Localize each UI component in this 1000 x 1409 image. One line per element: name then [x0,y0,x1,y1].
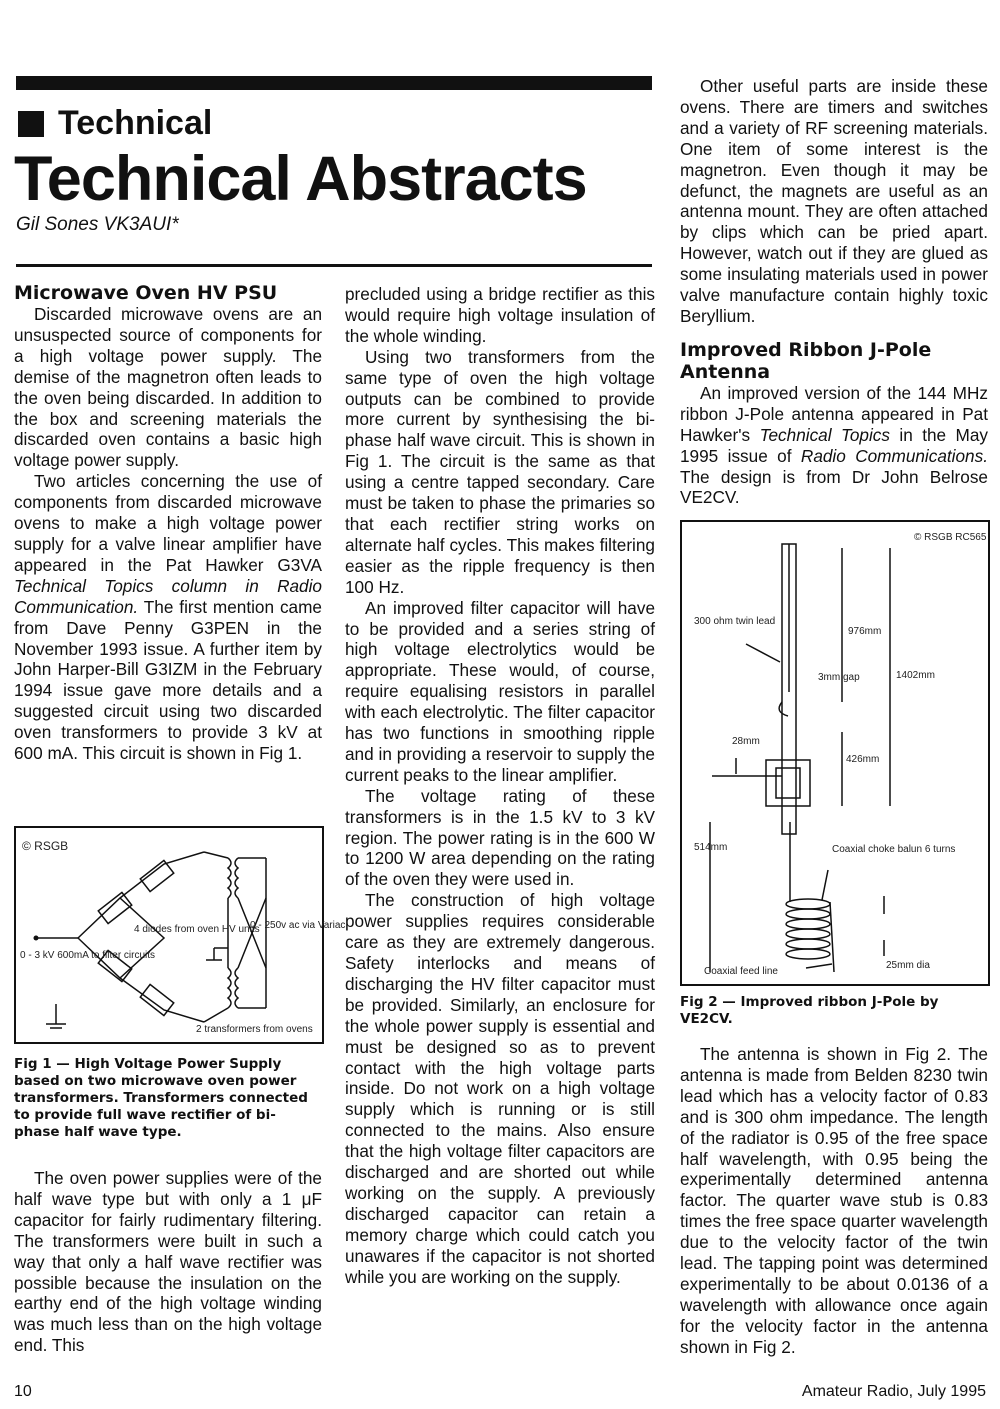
section-text: Technical [58,104,213,142]
paragraph: Two articles concerning the use of components from discarded microwave ovens to make a high voltage power supply for a valve linear amplifier have appeared in the Pat Hawker G3VA Technical Topics column in Radio Communication. The first mention came from Dave Penny G3PEN in the November 1993 issue. A further item by John Harper-Bill G3IZM in the February 1994 issue gave more details and a suggested circuit using two discarded oven transformers to provide 3 kV at 600 mA. This circuit is shown in Fig 1. [14,471,322,764]
figure-1 [14,826,346,1044]
fig2-label-514mm: 514mm [694,842,728,853]
paragraph: The voltage rating of these transformers is in the 1.5 kV to 3 kV region. The power rating is in the 600 W to 1200 W area depending on the rating of the oven they were used in. [345,785,655,890]
title-rule [16,264,652,267]
fig1-label-diodes: 4 diodes from oven HV units [134,924,260,935]
fig2-label-dia: 25mm dia [886,960,930,971]
fig2-label-976mm: 976mm [848,626,882,637]
page-title: Technical Abstracts [14,144,587,214]
paragraph: An improved filter capacitor will have to be provided and a series string of high voltage electrolytics would be appropriate. These would, of course, require equalising resistors in parallel with each electrolytic. The filter capacitor has two functions in smoothing ripple and in providing a reservoir to supply the current peaks to the linear amplifier. [345,597,655,785]
fig2-label-28mm: 28mm [732,736,760,747]
fig2-label-feed: Coaxial feed line [704,966,778,977]
fig1-schematic [16,828,346,1042]
article-heading-jpole: Improved Ribbon J-Pole Antenna [680,338,932,383]
fig2-label-balun: Coaxial choke balun 6 turns [832,844,956,855]
paragraph: An improved version of the 144 MHz ribbon J-Pole antenna appeared in Pat Hawker's Technical Topics in the May 1995 issue of Radio Communications. The design is from Dr John Belrose VE2CV. [680,382,988,508]
fig2-antenna-diagram [682,522,988,984]
fig2-label-426mm: 426mm [846,754,880,765]
paragraph: Discarded microwave ovens are an unsuspected source of components for a high voltage power supply. The demise of the magnetron often leads to the oven being discarded. In addition to the box and screening materials the discarded oven contains a basic high voltage power supply. [14,304,322,471]
paragraph: Other useful parts are inside these ovens. There are timers and switches and a variety of RF screening materials. One item of some interest is the magnetron. Even though it may be defunct, the magnets are useful as an antenna mount. They are often attached by clips which can be pried apart. However, watch out if they are glued as some insulating materials used in power valve manufacture contain highly toxic Beryllium. [680,76,988,326]
fig2-label-1402mm: 1402mm [896,670,935,681]
publication-footer: Amateur Radio, July 1995 [801,1383,986,1400]
paragraph: The antenna is shown in Fig 2. The antenna is made from Belden 8230 twin lead which has a velocity factor of 0.83 and is 300 ohm impedance. The length of the radiator is 0.95 of the free space half wavelength, with 0.95 being the experimentally determined antenna factor. The quarter wave stub is 0.83 times the free space quarter wavelength due to the velocity factor of the twin lead. The tapping point was determined experimentally to be about 0.0136 of a wavelength with allowance once again for the velocity factor in the antenna shown in Fig 2. [680,1044,988,1357]
fig1-label-transformers: 2 transformers from ovens [196,1024,313,1035]
author-byline: Gil Sones VK3AUI* [16,214,179,235]
fig1-label-output: 0 - 3 kV 600mA to filter circuits [20,950,156,961]
fig1-caption: Fig 1 — High Voltage Power Supply based on two microwave oven power transformers. Transformers connected to provide full wave rectifier of bi-phase half wave type. [14,1056,308,1140]
column-3-top [680,76,988,508]
fig2-copyright: © RSGB RC565 [914,532,987,543]
fig2-caption: Fig 2 — Improved ribbon J-Pole by VE2CV. [680,994,939,1027]
top-rule [16,76,652,90]
fig2-label-twinlead: 300 ohm twin lead [694,616,776,627]
paragraph: The construction of high voltage power supplies requires considerable care as they are extremely dangerous. Safety interlocks and means of discharging the HV filter capacitor must be provided. Similarly, an enclosure for the whole power supply is essential and must be designed so as to prevent contact with the high voltage parts inside. Do not work on a high voltage supply which is running or is still connected to the mains. Also ensure that the high voltage filter capacitors are discharged and are shorted out while working on the supply. A previously discharged capacitor can retain a memory charge which could catch you unawares if the capacitor is not shorted while you are working on the supply. [345,890,655,1287]
section-label [18,104,212,143]
column-1-top [14,282,322,764]
column-3-bottom [680,1044,988,1358]
section-square-icon [18,111,44,137]
article-heading-microwave: Microwave Oven HV PSU [14,282,278,304]
paragraph: The oven power supplies were of the half wave type but with only a 1 μF capacitor for fairly rudimentary filtering. The transformers were built in such a way that only a half wave rectifier was possible because the insulation on the earthy end of the high voltage winding was much less than on the high voltage end. This [14,1168,322,1356]
column-1-bottom [14,1168,322,1356]
column-2 [345,284,655,1288]
figure-2 [680,520,990,986]
page-number: 10 [14,1383,32,1400]
paragraph: Using two transformers from the same type of oven the high voltage outputs can be combined to provide more current by synthesising the bi-phase half wave circuit. This is shown in Fig 1. The circuit is the same as that using a centre tapped secondary. Care must be taken to phase the primaries so that each rectifier string works on alternate half cycles. This makes filtering easier as the ripple frequency is then 100 Hz. [345,346,655,597]
fig1-copyright: © RSGB [22,839,69,853]
fig2-label-gap: 3mm gap [818,672,860,683]
paragraph: precluded using a bridge rectifier as this would require high voltage insulation of the whole winding. [345,284,655,346]
fig1-label-ac: 0 - 250v ac via Variac [250,920,346,931]
